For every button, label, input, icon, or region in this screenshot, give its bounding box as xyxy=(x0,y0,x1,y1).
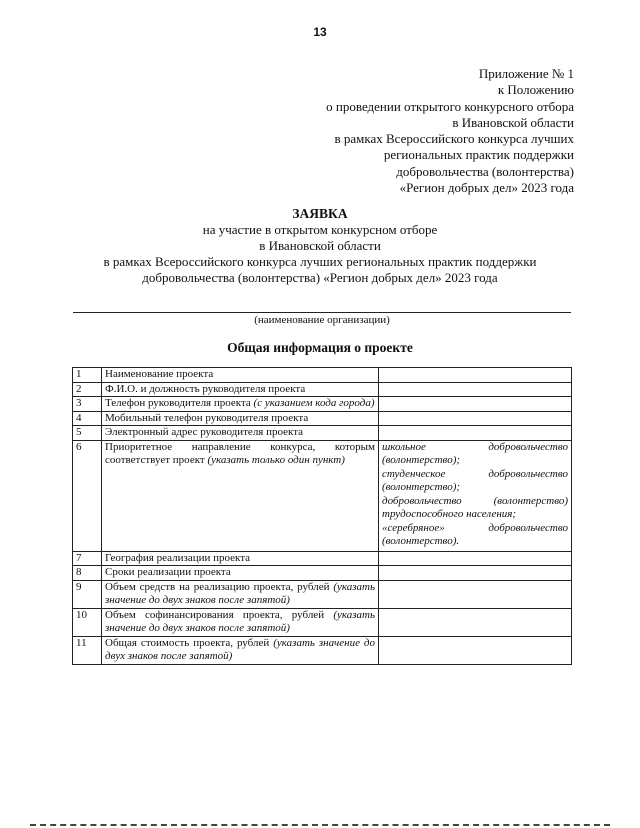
subtitle-line: в рамках Всероссийского конкурса лучших региональных практик поддержки xyxy=(103,254,537,269)
document-title: ЗАЯВКА xyxy=(292,206,348,221)
row-number: 5 xyxy=(73,426,102,441)
row-number: 7 xyxy=(73,551,102,566)
row-number: 8 xyxy=(73,566,102,581)
table-row xyxy=(73,426,572,441)
table-row xyxy=(73,551,572,566)
section-title: Общая информация о проекте xyxy=(227,340,413,355)
answer-cell[interactable] xyxy=(379,397,572,412)
answer-cell[interactable] xyxy=(379,608,572,636)
table-row xyxy=(73,580,572,608)
table-row xyxy=(73,566,572,581)
direction-options[interactable] xyxy=(379,440,572,551)
subtitle-line: в Ивановской области xyxy=(259,238,381,253)
answer-cell[interactable] xyxy=(379,566,572,581)
row-number: 3 xyxy=(73,397,102,412)
organization-name-line xyxy=(73,312,571,313)
subtitle-line: добровольчества (волонтерства) «Регион добрых дел» 2023 года xyxy=(142,270,498,285)
appendix-line: о проведении открытого конкурсного отбора xyxy=(326,98,574,114)
option-silver[interactable]: «серебряное» добровольчество (волонтерство). xyxy=(382,521,568,547)
table-row xyxy=(73,440,572,551)
answer-cell[interactable] xyxy=(379,382,572,397)
document-subtitle xyxy=(0,222,640,286)
page-number: 13 xyxy=(313,25,327,39)
appendix-line: региональных практик поддержки xyxy=(383,147,574,163)
answer-cell[interactable] xyxy=(379,580,572,608)
table-row xyxy=(73,411,572,426)
appendix-line: в Ивановской области xyxy=(452,114,574,130)
answer-cell[interactable] xyxy=(379,636,572,664)
subtitle-line: на участие в открытом конкурсном отборе xyxy=(202,222,438,237)
row-number: 2 xyxy=(73,382,102,397)
table-row xyxy=(73,397,572,412)
row-note: (с указанием кода города) xyxy=(253,397,375,409)
row-label: Приоритетное направление конкурса, которым соответствует проект (указать только один пункт) xyxy=(102,440,379,551)
answer-cell[interactable] xyxy=(379,411,572,426)
row-label: Мобильный телефон руководителя проекта xyxy=(102,411,379,426)
row-number: 10 xyxy=(73,608,102,636)
table-row xyxy=(73,636,572,664)
project-info-table xyxy=(72,367,572,665)
table-row xyxy=(73,608,572,636)
appendix-line: добровольчества (волонтерства) xyxy=(396,163,574,179)
row-number: 6 xyxy=(73,440,102,551)
table-row xyxy=(73,382,572,397)
option-school[interactable]: школьное добровольчество (волонтерство); xyxy=(382,440,568,466)
appendix-line: к Положению xyxy=(497,82,574,98)
row-label: Наименование проекта xyxy=(102,368,379,383)
row-number: 9 xyxy=(73,580,102,608)
answer-cell[interactable] xyxy=(379,368,572,383)
row-number: 1 xyxy=(73,368,102,383)
appendix-line: «Регион добрых дел» 2023 года xyxy=(399,180,574,196)
row-number: 11 xyxy=(73,636,102,664)
appendix-line: в рамках Всероссийского конкурса лучших xyxy=(334,131,574,147)
row-label: Ф.И.О. и должность руководителя проекта xyxy=(102,382,379,397)
appendix-line: Приложение № 1 xyxy=(478,66,574,81)
row-note: (указать значение до двух знаков после запятой) xyxy=(105,580,375,606)
row-note: (указать только один пункт) xyxy=(207,454,345,466)
table-row xyxy=(73,368,572,383)
row-label: Сроки реализации проекта xyxy=(102,566,379,581)
row-number: 4 xyxy=(73,411,102,426)
organization-caption: (наименование организации) xyxy=(254,314,390,326)
row-label: Телефон руководителя проекта (с указанием кода города) xyxy=(102,397,379,412)
answer-cell[interactable] xyxy=(379,551,572,566)
row-label: Электронный адрес руководителя проекта xyxy=(102,426,379,441)
page-edge-line xyxy=(30,824,610,826)
row-label: Объем софинансирования проекта, рублей (указать значение до двух знаков после запятой) xyxy=(102,608,379,636)
row-label: География реализации проекта xyxy=(102,551,379,566)
row-label: Общая стоимость проекта, рублей (указать значение до двух знаков после запятой) xyxy=(102,636,379,664)
option-student[interactable]: студенческое добровольчество (волонтерство); xyxy=(382,467,568,493)
answer-cell[interactable] xyxy=(379,426,572,441)
row-note: (указать значение до двух знаков после запятой) xyxy=(105,636,375,662)
row-note: (указать значение до двух знаков после запятой) xyxy=(105,608,375,634)
option-working-age[interactable]: добровольчество (волонтерство) трудоспособного населения; xyxy=(382,494,568,520)
row-label: Объем средств на реализацию проекта, рублей (указать значение до двух знаков после запятой) xyxy=(102,580,379,608)
appendix-block xyxy=(326,66,574,196)
